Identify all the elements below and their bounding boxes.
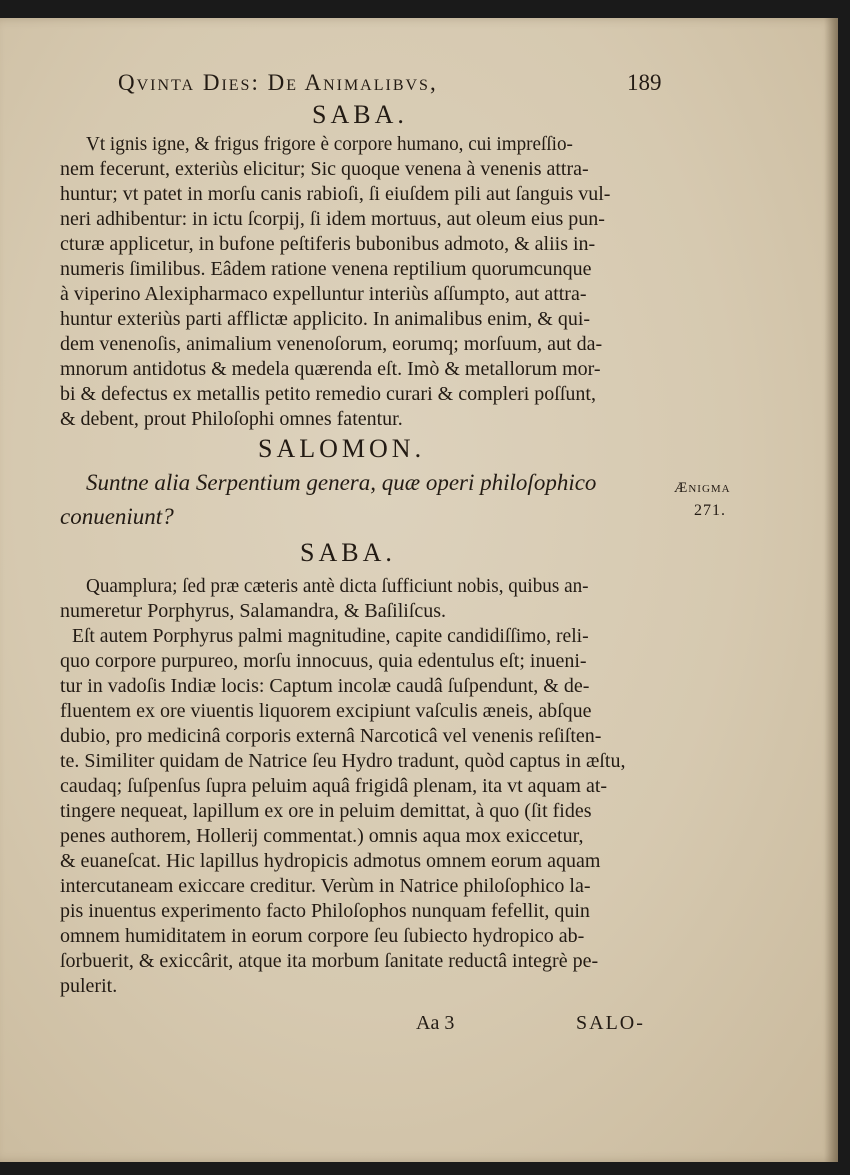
speaker-salomon: SALOMON.	[258, 434, 426, 463]
text-line: Quamplura; ſed præ cæteris antè dicta ſufficiunt nobis, quibus an-	[86, 575, 589, 597]
marginal-note-number: 271.	[694, 502, 726, 519]
text-line: dubio, pro medicinâ corporis externâ Narcoticâ vel venenis reſiſten-	[60, 725, 602, 747]
text-line: ſorbuerit, & exiccârit, atque ita morbum ſanitate reductâ integrè pe-	[60, 950, 599, 972]
text-line: fluentem ex ore viuentis liquorem excipiunt vaſculis æneis, abſque	[60, 700, 592, 722]
text-line: Eſt autem Porphyrus palmi magnitudine, capite candidiſſimo, reli-	[72, 625, 589, 647]
text-line: te. Similiter quidam de Natrice ſeu Hydro tradunt, quòd captus in æſtu,	[60, 750, 626, 772]
text-line: numeretur Porphyrus, Salamandra, & Baſiliſcus.	[60, 600, 447, 622]
book-page	[0, 18, 838, 1162]
text-line: tingere nequeat, lapillum ex ore in peluim demittat, à quo (ſit fides	[60, 800, 592, 822]
text-line: caudaq; ſuſpenſus ſupra peluim aquâ frigidâ plenam, ita vt aquam at-	[60, 775, 608, 797]
text-line: & euaneſcat. Hic lapillus hydropicis admotus omnem eorum aquam	[60, 850, 601, 872]
page-edge-shadow	[824, 18, 838, 1162]
text-line: à viperino Alexipharmaco expelluntur interiùs aſſumpto, aut attra-	[60, 283, 587, 305]
text-line: nem fecerunt, exteriùs elicitur; Sic quoque venena à venenis attra-	[60, 158, 589, 180]
running-head: Qvinta Dies: De Animalibvs,	[118, 70, 438, 95]
signature-mark: Aa 3	[416, 1012, 455, 1034]
text-line: huntur; vt patet in morſu canis rabioſi, ſi eiuſdem pili aut ſanguis vul-	[60, 183, 611, 205]
catchword: SALO-	[576, 1012, 645, 1034]
speaker-saba: SABA.	[300, 538, 396, 567]
text-line: omnem humiditatem in eorum corpore ſeu ſubiecto hydropico ab-	[60, 925, 585, 947]
text-line: tur in vadoſis Indiæ locis: Captum incolæ caudâ ſuſpendunt, & de-	[60, 675, 590, 697]
text-line: Vt ignis igne, & frigus frigore è corpore humano, cui impreſſio-	[86, 133, 573, 155]
question-line: conueniunt?	[60, 504, 174, 529]
text-line: pulerit.	[60, 975, 118, 997]
page-number: 189	[627, 70, 662, 95]
question-line: Suntne alia Serpentium genera, quæ operi philoſophico	[86, 470, 597, 495]
text-line: mnorum antidotus & medela quærenda eſt. Imò & metallorum mor-	[60, 358, 601, 380]
text-line: intercutaneam exiccare creditur. Verùm in Natrice philoſophico la-	[60, 875, 591, 897]
speaker-saba: SABA.	[312, 100, 408, 129]
marginal-note-title: Ænigma	[674, 480, 731, 496]
text-line: bi & defectus ex metallis petito remedio curari & compleri poſſunt,	[60, 383, 596, 405]
text-line: pis inuentus experimento facto Philoſophos nunquam fefellit, quin	[60, 900, 590, 922]
text-line: penes authorem, Hollerij commentat.) omnis aqua mox exiccetur,	[60, 825, 584, 847]
text-line: cturæ applicetur, in bufone peſtiferis bubonibus admoto, & aliis in-	[60, 233, 596, 255]
text-line: huntur exteriùs parti afflictæ applicito. In animalibus enim, & qui-	[60, 308, 591, 330]
text-line: neri adhibentur: in ictu ſcorpij, ſi idem mortuus, aut oleum eius pun-	[60, 208, 605, 230]
text-line: quo corpore purpureo, morſu innocuus, quia edentulus eſt; inueni-	[60, 650, 587, 672]
text-line: numeris ſimilibus. Eâdem ratione venena reptilium quorumcunque	[60, 258, 592, 280]
text-line: dem venenoſis, animalium venenoſorum, eorumq; morſuum, aut da-	[60, 333, 603, 355]
text-line: & debent, prout Philoſophi omnes fatentur.	[60, 408, 403, 430]
